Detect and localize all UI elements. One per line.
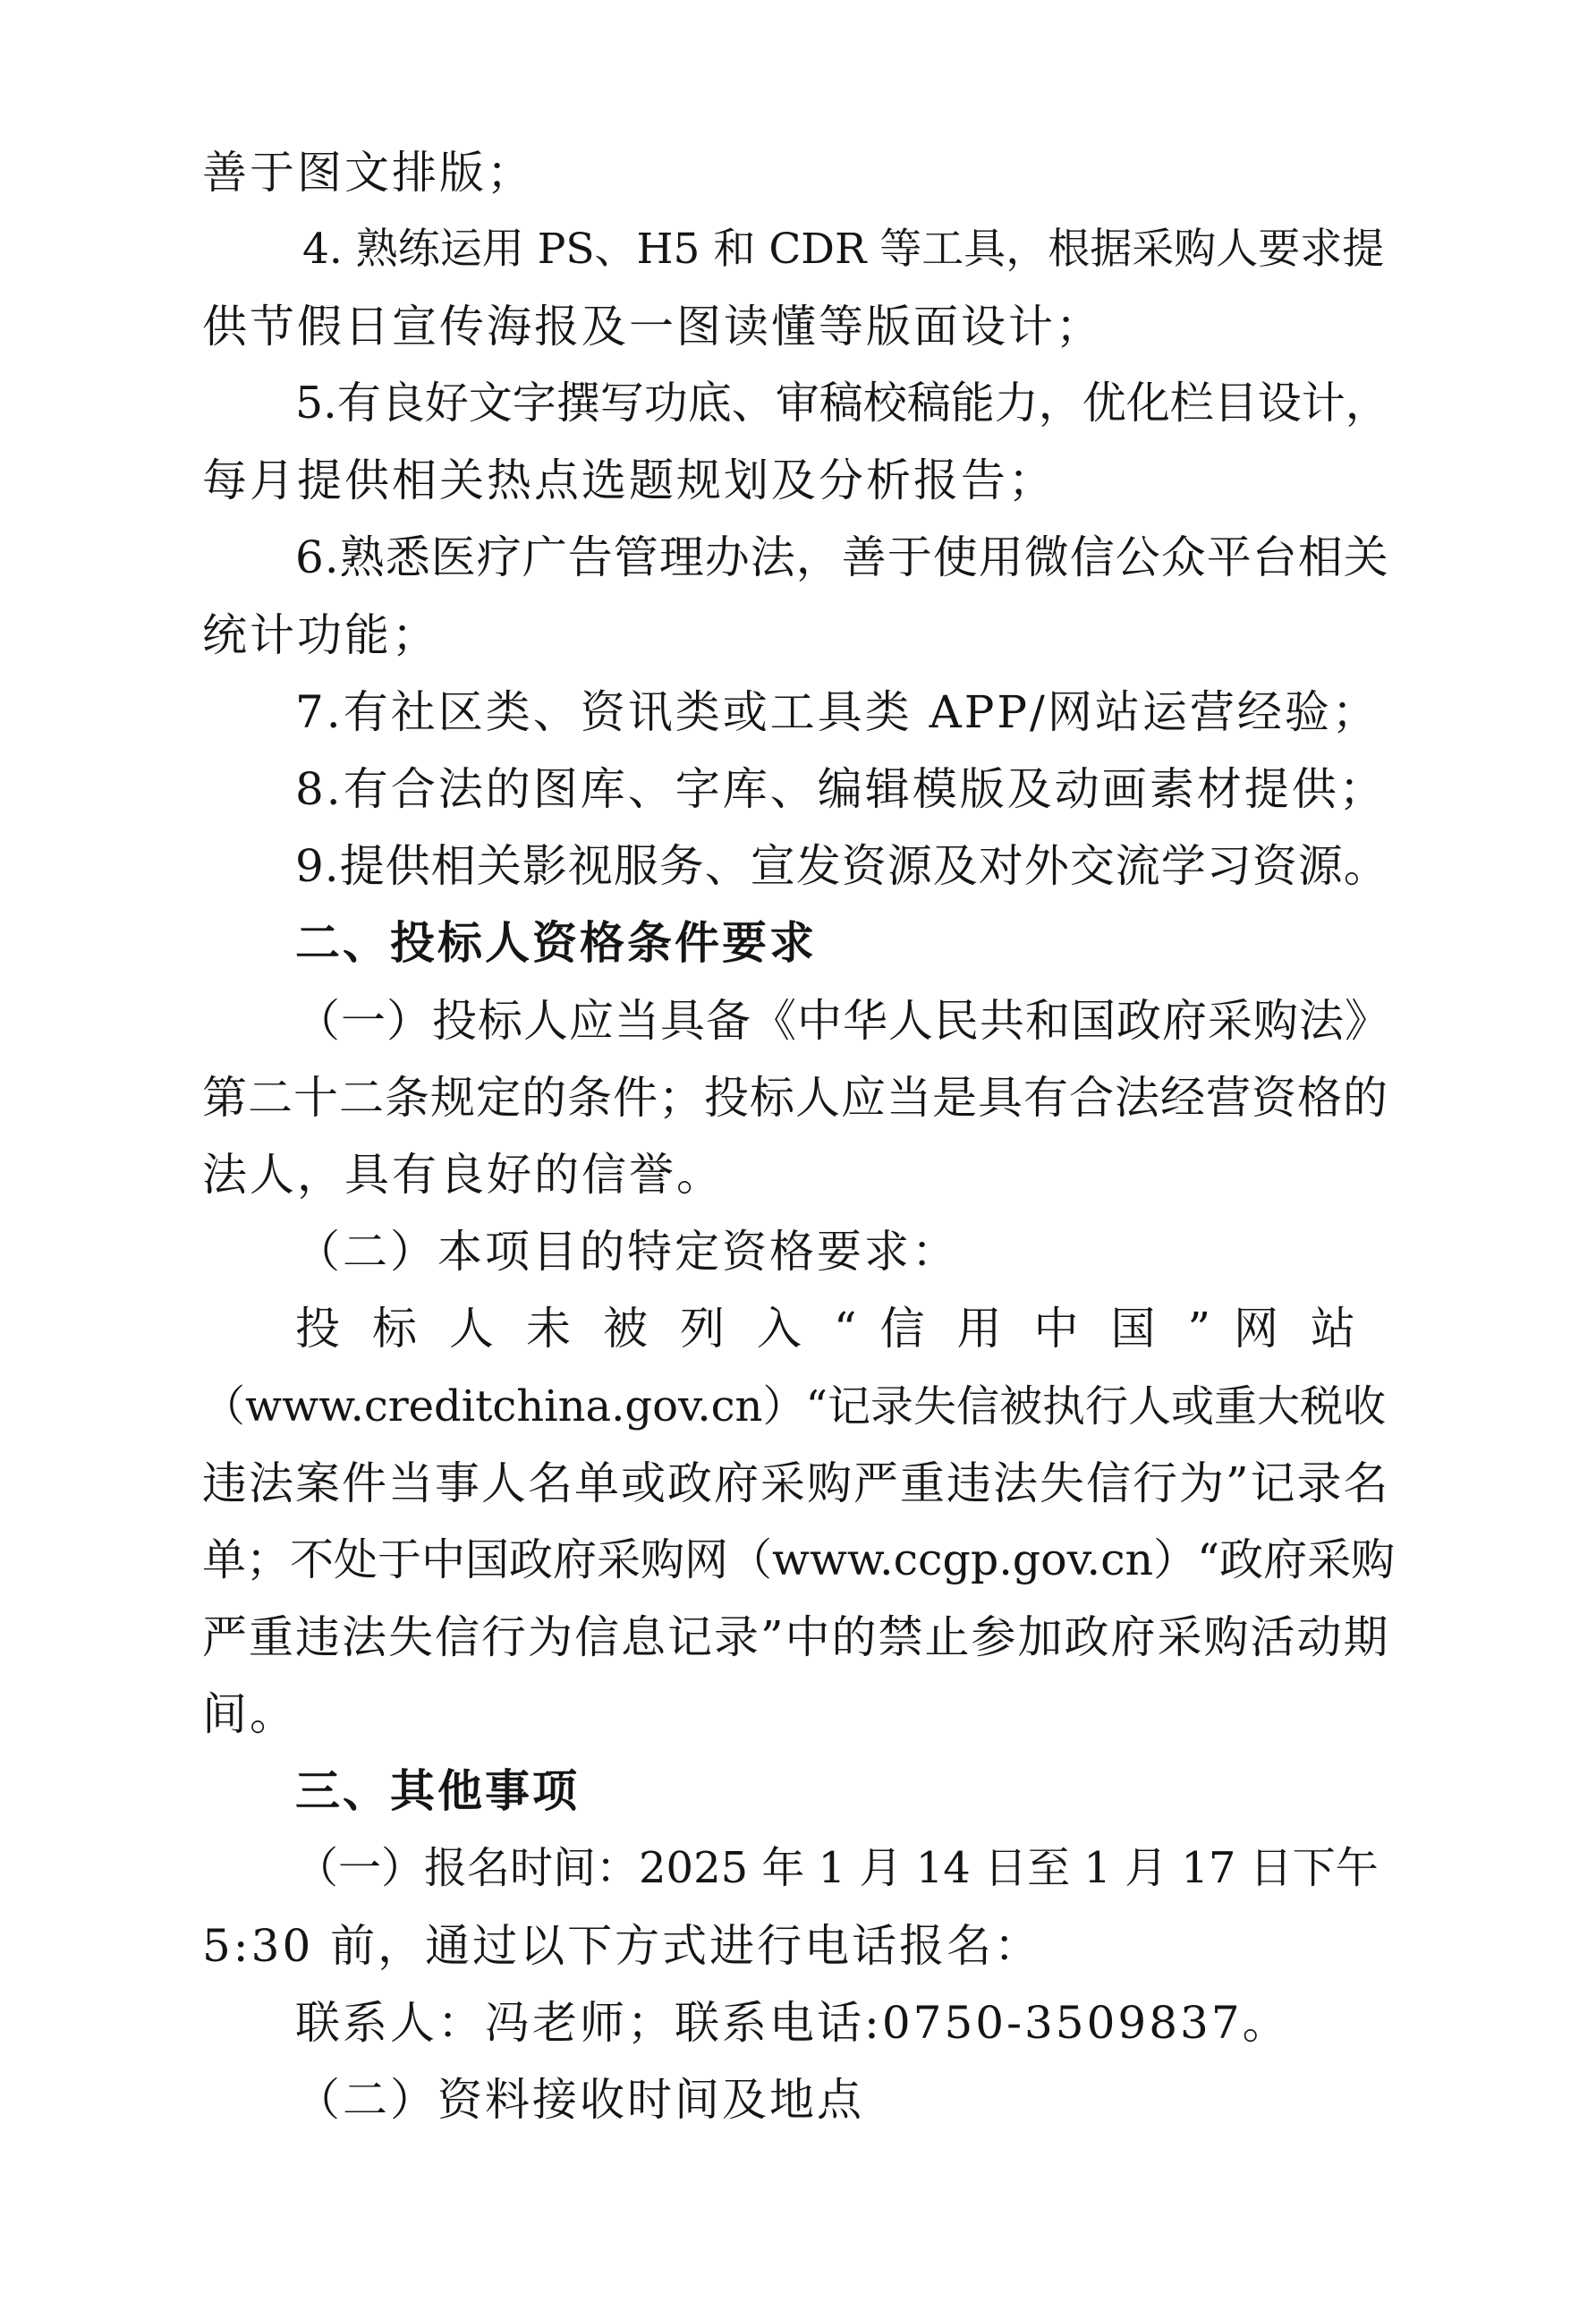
section-heading: 三、其他事项: [295, 1765, 580, 1817]
text-line: （一）报名时间：2025 年 1 月 14 日至 1 月 17 日下午: [295, 1843, 1379, 1893]
text-line: 法人，具有良好的信誉。: [202, 1149, 724, 1201]
text-line: 善于图文排版；: [202, 147, 534, 199]
text-line: （一）投标人应当具备《中华人民共和国政府采购法》: [295, 995, 1390, 1047]
text-line: 6.熟悉医疗广告管理办法，善于使用微信公众平台相关: [295, 531, 1389, 583]
text-line: 单；不处于中国政府采购网（www.ccgp.gov.cn）“政府采购: [202, 1534, 1396, 1585]
text-line: （二）资料接收时间及地点: [295, 2074, 864, 2126]
text-line: 4. 熟练运用 PS、H5 和 CDR 等工具，根据采购人要求提: [302, 225, 1385, 274]
text-line: （www.creditchina.gov.cn）“记录失信被执行人或重大税收: [202, 1381, 1387, 1431]
text-line: 8.有合法的图库、字库、编辑模版及动画素材提供；: [295, 763, 1387, 815]
text-line: 间。: [202, 1688, 297, 1740]
text-line: 9.提供相关影视服务、宣发资源及对外交流学习资源。: [295, 840, 1389, 892]
text-line: 违法案件当事人名单或政府采购严重违法失信行为”记录名: [202, 1457, 1390, 1509]
text-line: 第二十二条规定的条件；投标人应当是具有合法经营资格的: [202, 1072, 1388, 1124]
text-line: 严重违法失信行为信息记录”中的禁止参加政府采购活动期: [202, 1611, 1390, 1663]
text-line: 投 标 人 未 被 列 入 “ 信 用 中 国 ” 网 站: [295, 1303, 1355, 1355]
text-line: 5.有良好文字撰写功底、审稿校稿能力，优化栏目设计，: [295, 378, 1389, 429]
text-line: 统计功能；: [202, 609, 439, 661]
text-line: 5:30 前，通过以下方式进行电话报名：: [202, 1920, 1042, 1972]
text-line: （二）本项目的特定资格要求：: [295, 1226, 959, 1278]
section-heading: 二、投标人资格条件要求: [295, 917, 817, 969]
text-line: 供节假日宣传海报及一图读懂等版面设计；: [202, 301, 1103, 353]
text-line: 联系人：冯老师；联系电话:0750-3509837。: [295, 1997, 1290, 2049]
text-line: 7.有社区类、资讯类或工具类 APP/网站运营经验；: [295, 686, 1380, 738]
text-line: 每月提供相关热点选题规划及分析报告；: [202, 454, 1056, 506]
